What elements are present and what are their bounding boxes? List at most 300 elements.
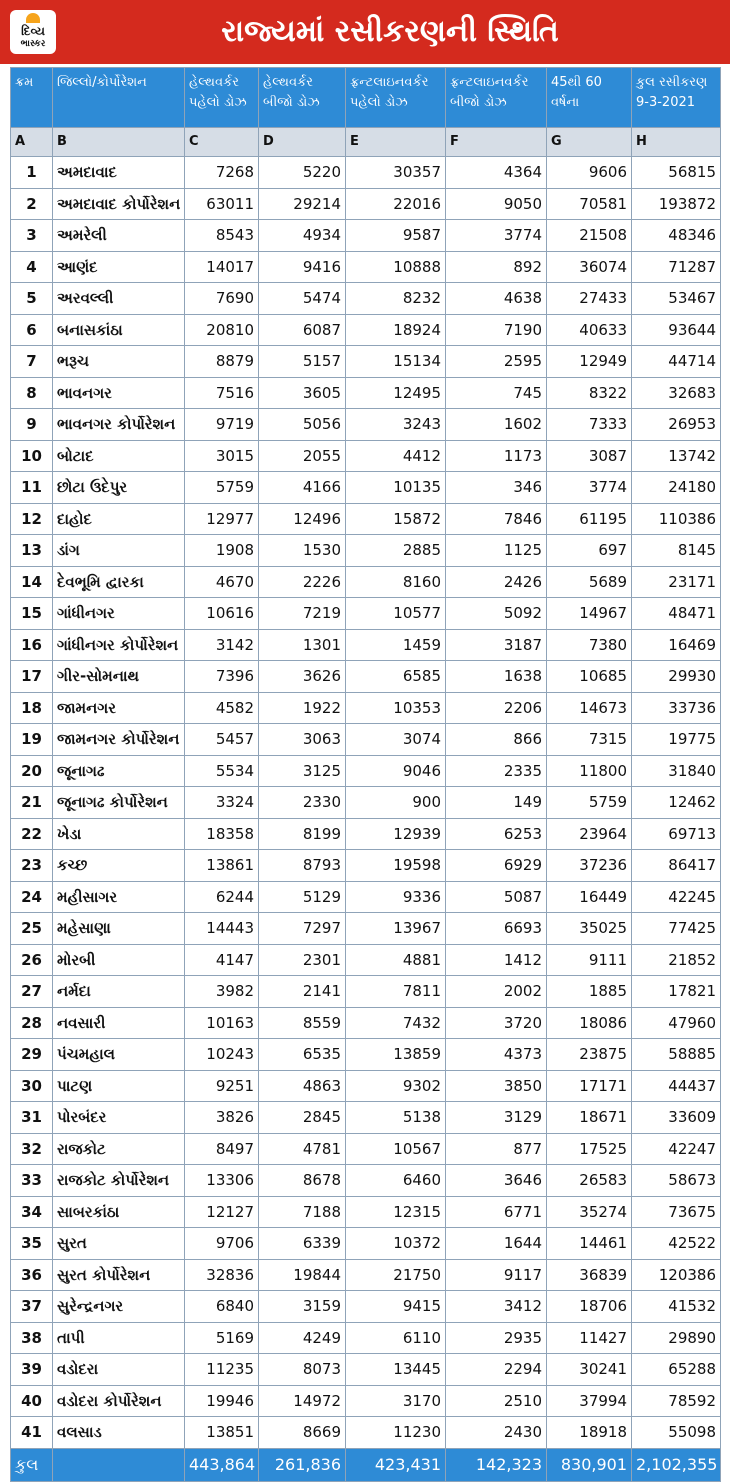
table-cell: 71287 <box>632 251 721 283</box>
row-number: 35 <box>11 1228 53 1260</box>
table-row <box>11 283 721 315</box>
district-name: અમદાવાદ <box>53 157 185 189</box>
district-name: સાબરકાંઠા <box>53 1196 185 1228</box>
table-cell: 9050 <box>446 188 547 220</box>
row-number: 15 <box>11 598 53 630</box>
table-cell: 8322 <box>547 377 632 409</box>
table-cell: 26953 <box>632 409 721 441</box>
table-cell: 47960 <box>632 1007 721 1039</box>
table-cell: 16449 <box>547 881 632 913</box>
total-cell: 261,836 <box>259 1448 346 1481</box>
district-name: વલસાડ <box>53 1417 185 1449</box>
table-cell: 3243 <box>346 409 446 441</box>
table-cell: 6244 <box>185 881 259 913</box>
table-row <box>11 346 721 378</box>
table-row <box>11 503 721 535</box>
row-number: 14 <box>11 566 53 598</box>
table-cell: 877 <box>446 1133 547 1165</box>
table-cell: 4373 <box>446 1039 547 1071</box>
column-letter: F <box>446 128 547 157</box>
table-cell: 3412 <box>446 1291 547 1323</box>
table-row <box>11 377 721 409</box>
table-cell: 2845 <box>259 1102 346 1134</box>
district-name: બનાસકાંઠા <box>53 314 185 346</box>
table-cell: 1602 <box>446 409 547 441</box>
table-cell: 3170 <box>346 1385 446 1417</box>
table-cell: 4781 <box>259 1133 346 1165</box>
column-letter: A <box>11 128 53 157</box>
table-cell: 69713 <box>632 818 721 850</box>
row-number: 6 <box>11 314 53 346</box>
district-name: વડોદરા કોર્પોરેશન <box>53 1385 185 1417</box>
table-cell: 2141 <box>259 976 346 1008</box>
table-cell: 7219 <box>259 598 346 630</box>
table-cell: 5220 <box>259 157 346 189</box>
total-label: કુલ <box>11 1448 53 1481</box>
table-cell: 7846 <box>446 503 547 535</box>
table-cell: 27433 <box>547 283 632 315</box>
table-row <box>11 566 721 598</box>
column-letter: E <box>346 128 446 157</box>
district-name: ભાવનગર કોર્પોરેશન <box>53 409 185 441</box>
table-row <box>11 440 721 472</box>
table-cell: 53467 <box>632 283 721 315</box>
table-cell: 7396 <box>185 661 259 693</box>
row-number: 7 <box>11 346 53 378</box>
table-cell: 4863 <box>259 1070 346 1102</box>
column-header: ક્રમ <box>11 68 53 128</box>
table-cell: 1908 <box>185 535 259 567</box>
table-cell: 73675 <box>632 1196 721 1228</box>
table-cell: 44437 <box>632 1070 721 1102</box>
table-cell: 2430 <box>446 1417 547 1449</box>
table-cell: 3774 <box>446 220 547 252</box>
row-number: 24 <box>11 881 53 913</box>
table-cell: 4638 <box>446 283 547 315</box>
table-cell: 33736 <box>632 692 721 724</box>
table-cell: 3015 <box>185 440 259 472</box>
table-row <box>11 944 721 976</box>
table-cell: 4582 <box>185 692 259 724</box>
table-cell: 55098 <box>632 1417 721 1449</box>
table-cell: 93644 <box>632 314 721 346</box>
table-cell: 9719 <box>185 409 259 441</box>
table-cell: 2595 <box>446 346 547 378</box>
table-cell: 8160 <box>346 566 446 598</box>
district-name: સુરેન્દ્રનગર <box>53 1291 185 1323</box>
table-cell: 18706 <box>547 1291 632 1323</box>
vaccination-table <box>10 67 721 1482</box>
table-cell: 745 <box>446 377 547 409</box>
table-cell: 29214 <box>259 188 346 220</box>
table-cell: 110386 <box>632 503 721 535</box>
sun-logo-icon <box>26 13 40 23</box>
row-number: 30 <box>11 1070 53 1102</box>
table-cell: 6253 <box>446 818 547 850</box>
table-row <box>11 409 721 441</box>
column-header: ફ્રન્ટલાઇનવર્કર પહેલો ડોઝ <box>346 68 446 128</box>
table-cell: 6929 <box>446 850 547 882</box>
district-name: દાહોદ <box>53 503 185 535</box>
district-name: ગાંધીનગર કોર્પોરેશન <box>53 629 185 661</box>
table-cell: 13445 <box>346 1354 446 1386</box>
table-cell: 14967 <box>547 598 632 630</box>
table-cell: 23171 <box>632 566 721 598</box>
district-name: ભરૂચ <box>53 346 185 378</box>
row-number: 27 <box>11 976 53 1008</box>
district-name: પંચમહાલ <box>53 1039 185 1071</box>
table-cell: 5138 <box>346 1102 446 1134</box>
table-cell: 7432 <box>346 1007 446 1039</box>
table-cell: 10888 <box>346 251 446 283</box>
table-cell: 13861 <box>185 850 259 882</box>
table-cell: 3646 <box>446 1165 547 1197</box>
table-cell: 32683 <box>632 377 721 409</box>
table-cell: 866 <box>446 724 547 756</box>
table-cell: 2935 <box>446 1322 547 1354</box>
table-cell: 2206 <box>446 692 547 724</box>
row-number: 12 <box>11 503 53 535</box>
table-cell: 3074 <box>346 724 446 756</box>
table-cell: 8879 <box>185 346 259 378</box>
table-cell: 6535 <box>259 1039 346 1071</box>
table-cell: 346 <box>446 472 547 504</box>
table-cell: 10353 <box>346 692 446 724</box>
table-cell: 10567 <box>346 1133 446 1165</box>
table-cell: 9117 <box>446 1259 547 1291</box>
table-row <box>11 787 721 819</box>
district-name: જામનગર કોર્પોરેશન <box>53 724 185 756</box>
table-cell: 44714 <box>632 346 721 378</box>
district-name: પોરબંદર <box>53 1102 185 1134</box>
table-cell: 3159 <box>259 1291 346 1323</box>
column-header: ફ્રન્ટલાઇનવર્કર બીજો ડોઝ <box>446 68 547 128</box>
table-cell: 3626 <box>259 661 346 693</box>
row-number: 21 <box>11 787 53 819</box>
table-cell: 11230 <box>346 1417 446 1449</box>
district-name: નવસારી <box>53 1007 185 1039</box>
table-row <box>11 220 721 252</box>
table-cell: 4147 <box>185 944 259 976</box>
table-row <box>11 724 721 756</box>
table-cell: 2510 <box>446 1385 547 1417</box>
row-number: 23 <box>11 850 53 882</box>
table-cell: 2294 <box>446 1354 547 1386</box>
row-number: 19 <box>11 724 53 756</box>
table-row <box>11 1070 721 1102</box>
table-cell: 22016 <box>346 188 446 220</box>
district-name: બોટાદ <box>53 440 185 472</box>
row-number: 26 <box>11 944 53 976</box>
table-cell: 10577 <box>346 598 446 630</box>
table-cell: 120386 <box>632 1259 721 1291</box>
total-cell: 830,901 <box>547 1448 632 1481</box>
table-cell: 7315 <box>547 724 632 756</box>
district-name: મહેસાણા <box>53 913 185 945</box>
table-cell: 5087 <box>446 881 547 913</box>
column-letter-row <box>11 128 721 157</box>
table-cell: 33609 <box>632 1102 721 1134</box>
table-cell: 29890 <box>632 1322 721 1354</box>
table-cell: 17525 <box>547 1133 632 1165</box>
table-cell: 10616 <box>185 598 259 630</box>
table-cell: 29930 <box>632 661 721 693</box>
table-cell: 11800 <box>547 755 632 787</box>
table-row <box>11 1196 721 1228</box>
table-cell: 2301 <box>259 944 346 976</box>
table-cell: 7333 <box>547 409 632 441</box>
column-letter: H <box>632 128 721 157</box>
total-cell <box>53 1448 185 1481</box>
table-cell: 19946 <box>185 1385 259 1417</box>
table-cell: 2335 <box>446 755 547 787</box>
table-cell: 12462 <box>632 787 721 819</box>
table-cell: 193872 <box>632 188 721 220</box>
table-cell: 77425 <box>632 913 721 945</box>
table-cell: 61195 <box>547 503 632 535</box>
table-cell: 8199 <box>259 818 346 850</box>
table-row <box>11 251 721 283</box>
table-cell: 12977 <box>185 503 259 535</box>
table-cell: 1125 <box>446 535 547 567</box>
district-name: જૂનાગઢ <box>53 755 185 787</box>
table-cell: 23875 <box>547 1039 632 1071</box>
table-cell: 8497 <box>185 1133 259 1165</box>
row-number: 22 <box>11 818 53 850</box>
row-number: 10 <box>11 440 53 472</box>
row-number: 8 <box>11 377 53 409</box>
table-cell: 63011 <box>185 188 259 220</box>
table-cell: 48471 <box>632 598 721 630</box>
row-number: 32 <box>11 1133 53 1165</box>
table-cell: 9606 <box>547 157 632 189</box>
table-cell: 4364 <box>446 157 547 189</box>
table-row <box>11 1133 721 1165</box>
row-number: 18 <box>11 692 53 724</box>
district-name: ડાંગ <box>53 535 185 567</box>
table-row <box>11 881 721 913</box>
table-row <box>11 1291 721 1323</box>
table-cell: 10685 <box>547 661 632 693</box>
table-cell: 5157 <box>259 346 346 378</box>
table-row <box>11 850 721 882</box>
table-cell: 13742 <box>632 440 721 472</box>
table-row <box>11 157 721 189</box>
table-cell: 1885 <box>547 976 632 1008</box>
table-cell: 7690 <box>185 283 259 315</box>
table-cell: 14017 <box>185 251 259 283</box>
table-cell: 17821 <box>632 976 721 1008</box>
table-cell: 36074 <box>547 251 632 283</box>
row-number: 33 <box>11 1165 53 1197</box>
table-row <box>11 472 721 504</box>
row-number: 38 <box>11 1322 53 1354</box>
table-cell: 1644 <box>446 1228 547 1260</box>
table-cell: 7190 <box>446 314 547 346</box>
table-cell: 32836 <box>185 1259 259 1291</box>
district-name: કચ્છ <box>53 850 185 882</box>
table-cell: 15134 <box>346 346 446 378</box>
table-cell: 3982 <box>185 976 259 1008</box>
table-row <box>11 692 721 724</box>
table-row <box>11 1039 721 1071</box>
table-row <box>11 818 721 850</box>
table-cell: 3129 <box>446 1102 547 1134</box>
table-cell: 7516 <box>185 377 259 409</box>
table-cell: 58885 <box>632 1039 721 1071</box>
table-cell: 12495 <box>346 377 446 409</box>
table-cell: 21750 <box>346 1259 446 1291</box>
table-cell: 14461 <box>547 1228 632 1260</box>
district-name: વડોદરા <box>53 1354 185 1386</box>
table-cell: 18918 <box>547 1417 632 1449</box>
table-row <box>11 535 721 567</box>
table-cell: 21508 <box>547 220 632 252</box>
table-cell: 35025 <box>547 913 632 945</box>
row-number: 41 <box>11 1417 53 1449</box>
row-number: 37 <box>11 1291 53 1323</box>
table-cell: 3826 <box>185 1102 259 1134</box>
table-cell: 6585 <box>346 661 446 693</box>
row-number: 11 <box>11 472 53 504</box>
table-cell: 8232 <box>346 283 446 315</box>
table-cell: 14972 <box>259 1385 346 1417</box>
row-number: 2 <box>11 188 53 220</box>
table-cell: 20810 <box>185 314 259 346</box>
table-cell: 10163 <box>185 1007 259 1039</box>
table-cell: 2885 <box>346 535 446 567</box>
table-cell: 2055 <box>259 440 346 472</box>
row-number: 28 <box>11 1007 53 1039</box>
total-cell: 142,323 <box>446 1448 547 1481</box>
table-row <box>11 314 721 346</box>
table-cell: 3087 <box>547 440 632 472</box>
table-cell: 86417 <box>632 850 721 882</box>
table-cell: 18086 <box>547 1007 632 1039</box>
row-number: 13 <box>11 535 53 567</box>
table-cell: 9706 <box>185 1228 259 1260</box>
table-cell: 2330 <box>259 787 346 819</box>
table-cell: 37236 <box>547 850 632 882</box>
table-cell: 18924 <box>346 314 446 346</box>
table-row <box>11 1322 721 1354</box>
table-cell: 11427 <box>547 1322 632 1354</box>
table-cell: 9336 <box>346 881 446 913</box>
district-name: જામનગર <box>53 692 185 724</box>
table-cell: 5169 <box>185 1322 259 1354</box>
column-letter: B <box>53 128 185 157</box>
row-number: 39 <box>11 1354 53 1386</box>
district-name: નર્મદા <box>53 976 185 1008</box>
table-cell: 17171 <box>547 1070 632 1102</box>
table-cell: 16469 <box>632 629 721 661</box>
row-number: 17 <box>11 661 53 693</box>
table-cell: 58673 <box>632 1165 721 1197</box>
column-header: કુલ રસીકરણ 9-3-2021 <box>632 68 721 128</box>
table-row <box>11 1228 721 1260</box>
table-row <box>11 629 721 661</box>
district-name: અમદાવાદ કોર્પોરેશન <box>53 188 185 220</box>
district-name: અમરેલી <box>53 220 185 252</box>
table-cell: 14673 <box>547 692 632 724</box>
district-name: મોરબી <box>53 944 185 976</box>
table-cell: 1301 <box>259 629 346 661</box>
table-cell: 9302 <box>346 1070 446 1102</box>
table-cell: 3063 <box>259 724 346 756</box>
table-cell: 9415 <box>346 1291 446 1323</box>
row-number: 16 <box>11 629 53 661</box>
table-cell: 30241 <box>547 1354 632 1386</box>
table-cell: 1412 <box>446 944 547 976</box>
table-cell: 42247 <box>632 1133 721 1165</box>
table-cell: 5474 <box>259 283 346 315</box>
row-number: 4 <box>11 251 53 283</box>
table-cell: 21852 <box>632 944 721 976</box>
table-cell: 6339 <box>259 1228 346 1260</box>
table-cell: 13967 <box>346 913 446 945</box>
table-cell: 12949 <box>547 346 632 378</box>
table-cell: 9587 <box>346 220 446 252</box>
table-cell: 18671 <box>547 1102 632 1134</box>
table-cell: 7297 <box>259 913 346 945</box>
column-header: 45થી 60 વર્ષના <box>547 68 632 128</box>
table-cell: 4881 <box>346 944 446 976</box>
table-cell: 9416 <box>259 251 346 283</box>
table-cell: 1530 <box>259 535 346 567</box>
row-number: 36 <box>11 1259 53 1291</box>
table-cell: 13851 <box>185 1417 259 1449</box>
table-cell: 48346 <box>632 220 721 252</box>
table-cell: 9251 <box>185 1070 259 1102</box>
table-cell: 1922 <box>259 692 346 724</box>
table-cell: 5092 <box>446 598 547 630</box>
total-cell: 423,431 <box>346 1448 446 1481</box>
table-cell: 10372 <box>346 1228 446 1260</box>
table-row <box>11 598 721 630</box>
table-cell: 30357 <box>346 157 446 189</box>
table-cell: 5689 <box>547 566 632 598</box>
table-cell: 12127 <box>185 1196 259 1228</box>
table-row <box>11 913 721 945</box>
table-cell: 1173 <box>446 440 547 472</box>
row-number: 5 <box>11 283 53 315</box>
table-cell: 8678 <box>259 1165 346 1197</box>
total-cell: 443,864 <box>185 1448 259 1481</box>
table-cell: 4670 <box>185 566 259 598</box>
row-number: 25 <box>11 913 53 945</box>
divya-bhaskar-logo <box>10 10 56 54</box>
district-name: આણંદ <box>53 251 185 283</box>
table-cell: 6460 <box>346 1165 446 1197</box>
table-cell: 3187 <box>446 629 547 661</box>
table-cell: 4934 <box>259 220 346 252</box>
page-title: રાજ્યમાં રસીકરણની સ્થિતિ <box>221 14 559 49</box>
table-cell: 3324 <box>185 787 259 819</box>
row-number: 1 <box>11 157 53 189</box>
table-cell: 9046 <box>346 755 446 787</box>
column-header: હેલ્થવર્કર બીજો ડોઝ <box>259 68 346 128</box>
table-cell: 24180 <box>632 472 721 504</box>
table-row <box>11 976 721 1008</box>
table-cell: 3720 <box>446 1007 547 1039</box>
district-name: જૂનાગઢ કોર્પોરેશન <box>53 787 185 819</box>
table-cell: 6087 <box>259 314 346 346</box>
table-cell: 19844 <box>259 1259 346 1291</box>
total-cell: 2,102,355 <box>632 1448 721 1481</box>
table-cell: 5056 <box>259 409 346 441</box>
table-cell: 8793 <box>259 850 346 882</box>
table-cell: 36839 <box>547 1259 632 1291</box>
